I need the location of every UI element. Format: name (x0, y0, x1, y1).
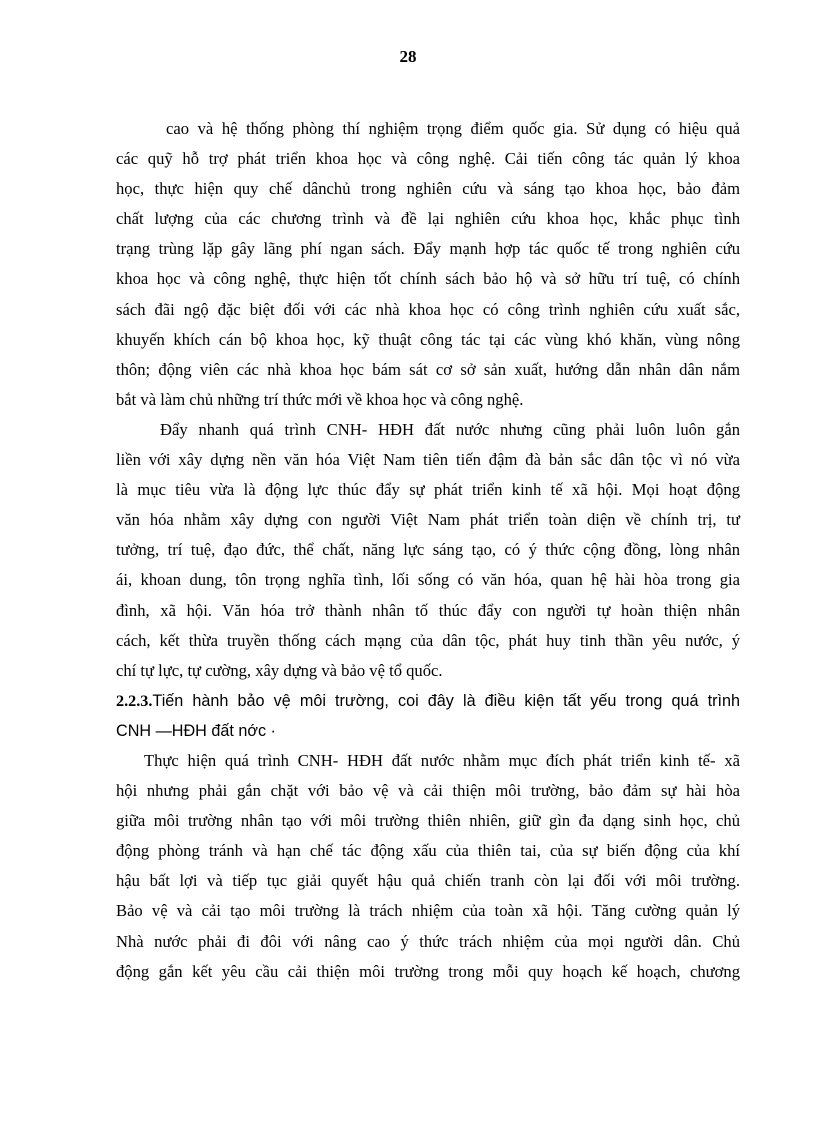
text-line: các quỹ hỗ trợ phát triển khoa học và công nghệ. Cải tiến công tác quản lý khoa (116, 149, 740, 169)
section-heading-line (116, 686, 740, 716)
section-title: Tiến hành bảo vệ môi trường, coi đây là điều kiện tất yếu trong quá trình (152, 691, 740, 710)
text-line: liền với xây dựng nền văn hóa Việt Nam tiên tiến đậm đà bản sắc dân tộc vì nó vừa (116, 450, 740, 470)
text-line: khoa học và công nghệ, thực hiện tốt chính sách bảo hộ và sở hữu trí tuệ, có chính (116, 269, 740, 289)
text-line: chất lượng của các chương trình và đề lại nghiên cứu khoa học, khắc phục tình (116, 209, 740, 229)
text-line: chí tự lực, tự cường, xây dựng và bảo vệ tổ quốc. (116, 660, 443, 680)
text-line: học, thực hiện quy chế dânchủ trong nghiên cứu và sáng tạo khoa học, bảo đảm (116, 179, 740, 199)
text-line: văn hóa nhằm xây dựng con người Việt Nam phát triển toàn diện về chính trị, tư (116, 510, 740, 530)
text-line: đình, xã hội. Văn hóa trở thành nhân tố thúc đẩy con người tự hoàn thiện nhân (116, 600, 740, 620)
text-line: Bảo vệ và cải tạo môi trường là trách nhiệm của toàn xã hội. Tăng cường quản lý (116, 901, 740, 921)
text-line: giữa môi trường nhân tạo với môi trường thiên nhiên, giữ gìn đa dạng sinh học, chủ (116, 811, 740, 831)
document-body (116, 114, 740, 987)
text-line: động phòng tránh và hạn chế tác động xấu của thiên tai, của sự biến động của khí (116, 841, 740, 861)
paragraph-environment (116, 746, 740, 987)
text-line: hậu bất lợi và tiếp tục giải quyết hậu quả chiến tranh còn lại đối với môi trường. (116, 871, 740, 891)
text-line: động gắn kết yêu cầu cải thiện môi trường trong mỗi quy hoạch kế hoạch, chương (116, 961, 740, 981)
text-line: cách, kết thừa truyền thống cách mạng của dân tộc, phát huy tinh thần yêu nước, ý (116, 630, 740, 650)
text-line: khuyến khích cán bộ khoa học, kỹ thuật công tác tại các vùng khó khăn, vùng nông (116, 329, 740, 349)
section-heading (116, 686, 740, 746)
text-line: Thực hiện quá trình CNH- HĐH đất nước nhằm mục đích phát triển kinh tế- xã (144, 750, 740, 770)
text-line: thôn; động viên các nhà khoa học bám sát cơ sở sản xuất, hướng dẫn nhân dân nắm (116, 359, 740, 379)
text-line: cao và hệ thống phòng thí nghiệm trọng điểm quốc gia. Sử dụng có hiệu quả (166, 119, 740, 138)
text-line: tưởng, trí tuệ, đạo đức, thể chất, năng lực sáng tạo, có ý thức cộng đồng, lòng nhân (116, 540, 740, 560)
section-heading-line: CNH —HĐH đất nớc · (116, 721, 276, 740)
text-line: sách đãi ngộ đặc biệt đối với các nhà khoa học có công trình nghiên cứu xuất sắc, (116, 299, 740, 319)
text-line: ái, khoan dung, tôn trọng nghĩa tình, lối sống có văn hóa, quan hệ hài hòa trong gia (116, 570, 740, 590)
paragraph-culture (116, 415, 740, 686)
text-line: hội nhưng phải gắn chặt với bảo vệ và cải thiện môi trường, bảo đảm sự hài hòa (116, 781, 740, 801)
text-line: trạng trùng lặp gây lãng phí ngan sách. Đẩy mạnh hợp tác quốc tế trong nghiên cứu (116, 239, 740, 259)
page-number: 28 (399, 47, 417, 66)
text-line: là mục tiêu vừa là động lực thúc đẩy sự phát triển kinh tế xã hội. Mọi hoạt động (116, 480, 740, 500)
text-line: Nhà nước phải đi đôi với nâng cao ý thức trách nhiệm của mọi người dân. Chủ (116, 931, 740, 951)
section-number: 2.2.3. (116, 691, 153, 710)
text-line: Đẩy nhanh quá trình CNH- HĐH đất nước nhưng cũng phải luôn luôn gắn (160, 419, 740, 439)
paragraph-science-technology (116, 114, 740, 415)
text-line: bắt và làm chủ những trí thức mới về khoa học và công nghệ. (116, 389, 524, 409)
